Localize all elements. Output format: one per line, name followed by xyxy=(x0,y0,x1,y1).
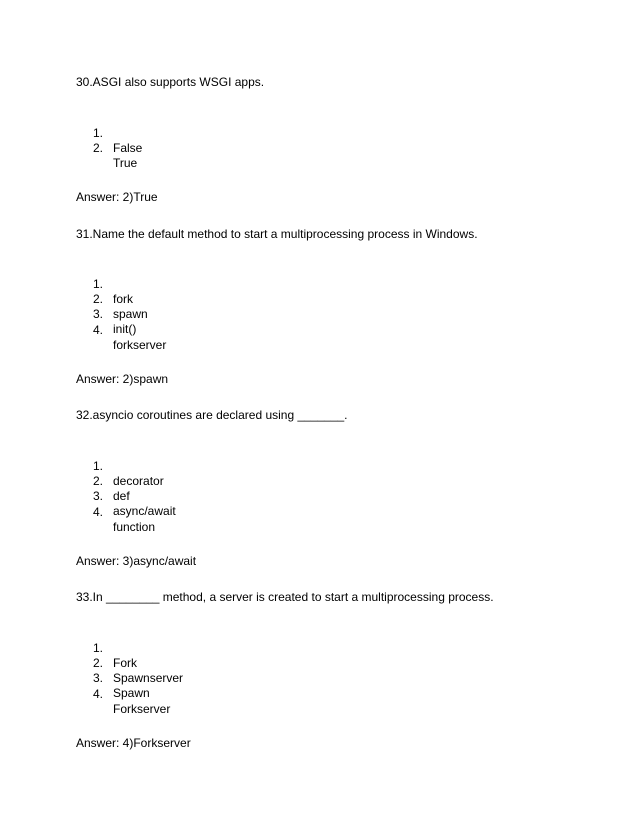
option-text: fork xyxy=(113,292,134,306)
option-number: 2. xyxy=(93,141,104,156)
option-text: False xyxy=(113,141,143,155)
option-text: True xyxy=(113,156,138,171)
option-text: Spawn xyxy=(113,686,150,701)
option-number: 1. xyxy=(93,641,104,655)
question-32: 32.asyncio coroutines are declared using _______. xyxy=(76,408,348,422)
option-number: 2. xyxy=(93,474,104,489)
option-item xyxy=(0,459,130,504)
option-text: init() xyxy=(113,322,137,337)
option-text: Forkserver xyxy=(113,701,171,716)
option-text: Fork xyxy=(113,656,137,670)
option-number: 1. xyxy=(93,277,104,291)
option-item xyxy=(0,111,143,155)
option-number: 3. xyxy=(93,307,104,322)
options-32 xyxy=(0,444,176,534)
option-text: forkserver xyxy=(113,337,167,352)
option-item xyxy=(0,262,134,306)
option-number: 4. xyxy=(93,686,104,701)
option-text: async/await xyxy=(113,504,176,519)
options-30 xyxy=(0,111,143,171)
option-text: function xyxy=(113,519,156,534)
answer-30: Answer: 2)True xyxy=(76,190,158,204)
option-number: 1. xyxy=(93,126,104,140)
answer-31: Answer: 2)spawn xyxy=(76,372,169,386)
option-number: 4. xyxy=(93,504,104,519)
option-text: def xyxy=(113,489,130,504)
options-31 xyxy=(0,262,167,352)
option-text: Spawnserver xyxy=(113,671,184,686)
question-31: 31.Name the default method to start a multiprocessing process in Windows. xyxy=(76,227,478,241)
option-number: 3. xyxy=(93,489,104,504)
option-number: 3. xyxy=(93,671,104,686)
option-text: decorator xyxy=(113,474,164,488)
option-item xyxy=(0,626,137,670)
option-number: 1. xyxy=(93,459,104,473)
question-33: 33.In ________ method, a server is created to start a multiprocessing process. xyxy=(76,590,494,604)
options-33 xyxy=(0,626,184,716)
option-text: spawn xyxy=(113,307,148,322)
question-30: 30.ASGI also supports WSGI apps. xyxy=(76,75,265,89)
option-number: 2. xyxy=(93,656,104,671)
answer-33: Answer: 4)Forkserver xyxy=(76,736,191,750)
answer-32: Answer: 3)async/await xyxy=(76,554,197,568)
option-number: 4. xyxy=(93,322,104,337)
option-number: 2. xyxy=(93,292,104,307)
option-item xyxy=(0,444,164,488)
